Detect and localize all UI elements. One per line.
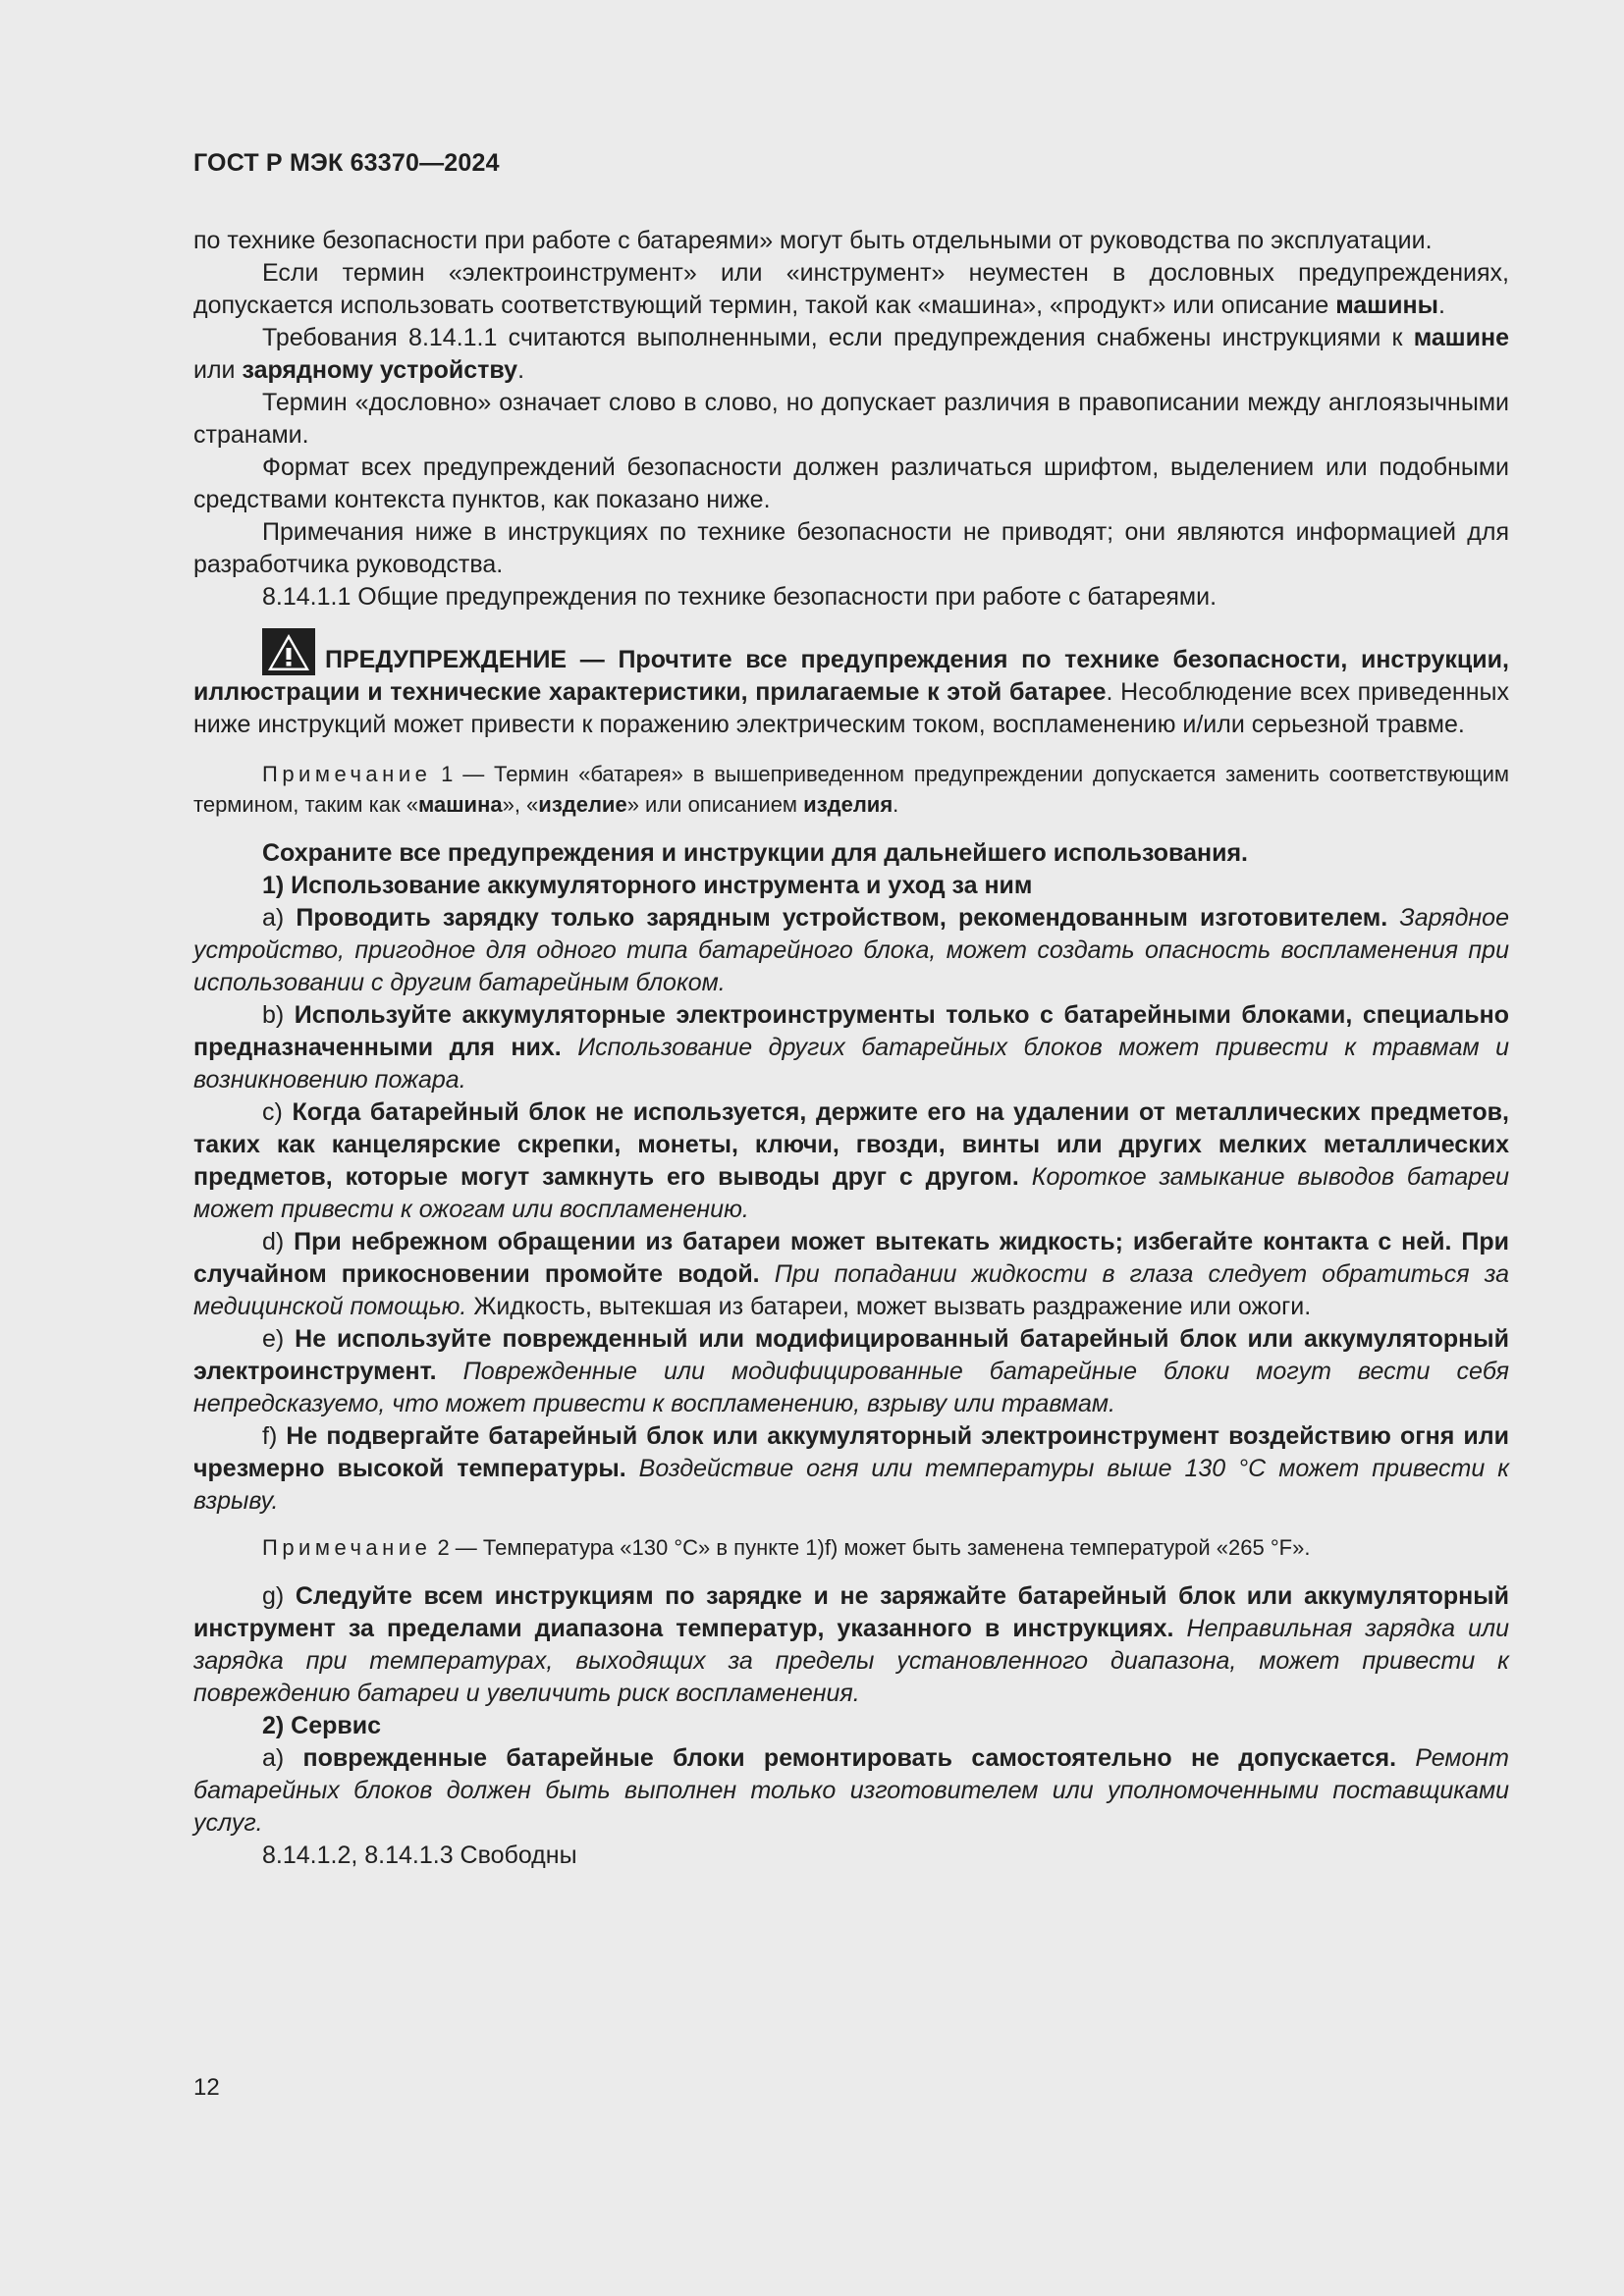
item-label: g): [262, 1582, 296, 1610]
section-heading-text: 1) Использование аккумуляторного инструмента и уход за ним: [262, 872, 1033, 899]
paragraph: Примечания ниже в инструкциях по технике безопасности не приводят; они являются информацией для разработчика руководства.: [193, 518, 1509, 578]
section-heading-text: 2) Сервис: [262, 1712, 382, 1739]
note-text: .: [893, 792, 899, 817]
item-italic-text: Использование других батарейных блоков может привести к травмам и возникновению пожара.: [193, 1034, 1509, 1094]
item-label: a): [262, 1744, 303, 1772]
note-1: [193, 759, 1509, 820]
item-label: c): [262, 1098, 293, 1126]
item-italic-text: При попадании жидкости в глаза следует обратиться за медицинской помощью.: [193, 1260, 1509, 1320]
warning-paragraph: [193, 628, 1509, 741]
item-bold-text: Используйте аккумуляторные электроинструменты только с батарейными блоками, специально предназначенными для них.: [193, 1001, 1509, 1061]
paragraph-text: .: [517, 356, 525, 384]
bold-term: изделия: [803, 792, 893, 817]
paragraph: [193, 257, 1509, 322]
bold-term: зарядному устройству: [242, 356, 518, 384]
note-text: » или описанием: [626, 792, 804, 817]
item-bold-text: Не используйте поврежденный или модифицированный батарейный блок или аккумуляторный электроинструмент.: [193, 1325, 1509, 1385]
paragraph-text: Требования 8.14.1.1 считаются выполненными, если предупреждения снабжены инструкциями к: [262, 324, 1414, 351]
paragraph: Формат всех предупреждений безопасности должен различаться шрифтом, выделением или подобными средствами контекста пунктов, как показано ниже.: [193, 454, 1509, 513]
bold-term: машины: [1335, 292, 1438, 319]
list-item: [193, 1742, 1509, 1840]
item-italic-text: Поврежденные или модифицированные батарейные блоки могут вести себя непредсказуемо, что может привести к воспламенению, взрыву или травмам.: [193, 1358, 1509, 1417]
free-clauses: 8.14.1.2, 8.14.1.3 Свободны: [262, 1842, 577, 1869]
save-instructions-text: Сохраните все предупреждения и инструкции для дальнейшего использования.: [262, 839, 1248, 867]
item-label: d): [262, 1228, 295, 1255]
document-body: [193, 225, 1509, 1872]
warning-bold-text: ПРЕДУПРЕЖДЕНИЕ — Прочтите все предупреждения по технике безопасности, инструкции, иллюстрации и технические характеристики, прилагаемые к этой батарее: [193, 646, 1509, 706]
item-bold-text: поврежденные батарейные блоки ремонтировать самостоятельно не допускается.: [302, 1744, 1397, 1772]
note-text: », «: [502, 792, 539, 817]
paragraph: по технике безопасности при работе с батареями» могут быть отдельными от руководства по эксплуатации.: [193, 227, 1433, 254]
item-italic-text: Ремонт батарейных блоков должен быть выполнен только изготовителем или уполномоченными поставщиками услуг.: [193, 1744, 1509, 1837]
paragraph-text: .: [1437, 292, 1445, 319]
clause-heading: 8.14.1.1 Общие предупреждения по технике безопасности при работе с батареями.: [262, 583, 1218, 611]
list-item-g: [193, 1580, 1509, 1710]
item-label: e): [262, 1325, 296, 1353]
item-bold-text: Не подвергайте батарейный блок или аккумуляторный электроинструмент воздействию огня или чрезмерно высокой температуры.: [193, 1422, 1510, 1482]
note-label: Примечание: [262, 1535, 432, 1560]
item-label: b): [262, 1001, 295, 1029]
item-label: f): [262, 1422, 287, 1450]
note-text: 2 — Температура «130 °С» в пункте 1)f) может быть заменена температурой «265 °F».: [431, 1535, 1311, 1560]
list-item: [193, 902, 1509, 999]
save-instructions: [193, 837, 1509, 870]
item-bold-text: Следуйте всем инструкциям по зарядке и не заряжайте батарейный блок или аккумуляторный инструмент за пределами диапазона температур, указанного в инструкциях.: [193, 1582, 1509, 1642]
item-italic-text: Неправильная зарядка или зарядка при температурах, выходящих за пределы установленного диапазона, может привести к повреждению батареи и увеличить риск воспламенения.: [193, 1615, 1509, 1707]
warning-text: . Несоблюдение всех приведенных ниже инструкций может привести к поражению электрическим током, воспламенению и/или серьезной травме.: [193, 678, 1509, 738]
paragraph-text: Если термин «электроинструмент» или «инструмент» неуместен в дословных предупреждениях, допускается использовать соответствующий термин, такой как «машина», «продукт» или описание: [193, 259, 1509, 319]
warning-triangle-icon: [262, 628, 315, 675]
list-item: [193, 999, 1509, 1096]
list-item: [193, 1420, 1509, 1518]
paragraph: Термин «дословно» означает слово в слово, но допускает различия в правописании между англоязычными странами.: [193, 389, 1509, 449]
item-italic-text: Короткое замыкание выводов батареи может привести к ожогам или воспламенению.: [193, 1163, 1510, 1223]
section-1-heading: [193, 870, 1509, 902]
section-2-heading: [193, 1710, 1509, 1742]
note-text: 1 — Термин «батарея» в вышеприведенном предупреждении допускается заменить соответствующим термином, таким как «: [193, 762, 1509, 817]
bold-term: машине: [1413, 324, 1509, 351]
note-2: [193, 1532, 1509, 1563]
item-plain-text: Жидкость, вытекшая из батареи, может вызвать раздражение или ожоги.: [466, 1293, 1312, 1320]
item-italic-text: Зарядное устройство, пригодное для одного типа батарейного блока, может создать опасность воспламенения при использовании с другим батарейным блоком.: [193, 904, 1509, 996]
bold-term: машина: [417, 792, 503, 817]
item-bold-text: При небрежном обращении из батареи может вытекать жидкость; избегайте контакта с ней. При случайном прикосновении промойте водой.: [193, 1228, 1509, 1288]
paragraph: [193, 322, 1509, 387]
paragraph-text: или: [193, 356, 243, 384]
list-item: [193, 1096, 1509, 1226]
item-label: a): [262, 904, 297, 932]
item-italic-text: Воздействие огня или температуры выше 130 °С может привести к взрыву.: [193, 1455, 1510, 1515]
section-1-list: [193, 902, 1509, 1518]
section-2-list: [193, 1742, 1509, 1840]
list-item: [193, 1226, 1509, 1323]
list-item: [193, 1323, 1509, 1420]
item-bold-text: Когда батарейный блок не используется, держите его на удалении от металлических предметов, таких как канцелярские скрепки, монеты, ключи, гвозди, винты или других мелких металлических предметов, которые могут замкнуть его выводы друг с другом.: [193, 1098, 1509, 1191]
bold-term: изделие: [538, 792, 627, 817]
page-number: 12: [193, 2074, 220, 2101]
page-header: ГОСТ Р МЭК 63370—2024: [193, 149, 500, 177]
note-label: Примечание: [262, 762, 432, 786]
item-bold-text: Проводить зарядку только зарядным устройством, рекомендованным изготовителем.: [296, 904, 1388, 932]
